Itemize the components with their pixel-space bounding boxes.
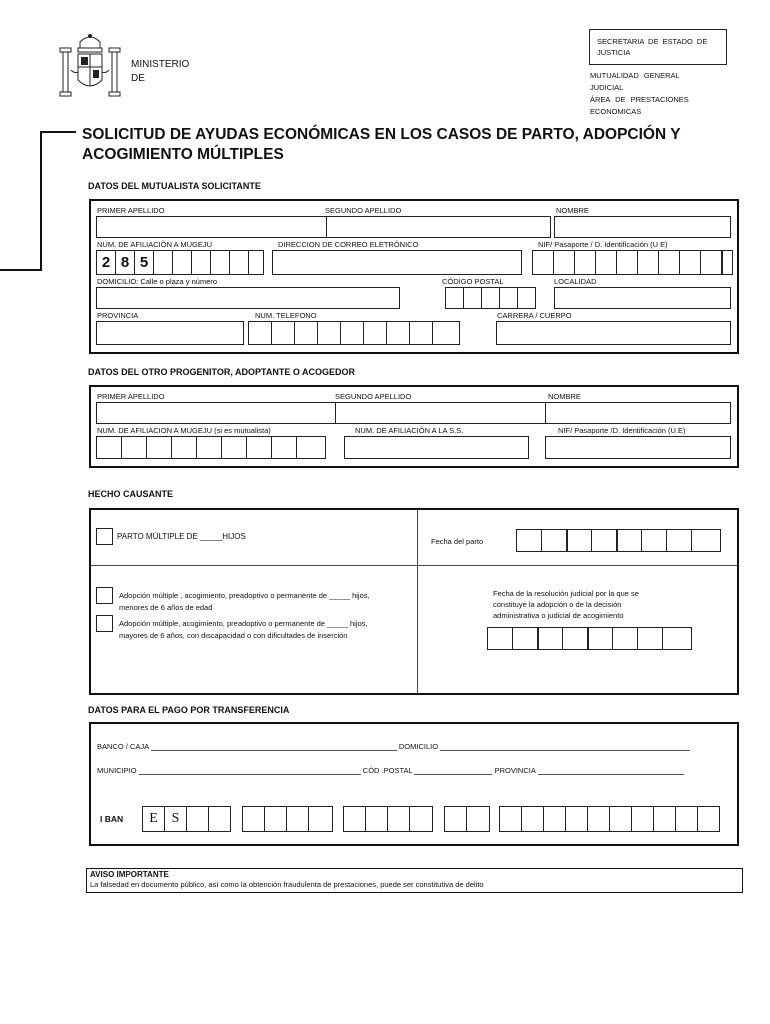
adopcion-mayores-checkbox[interactable]	[96, 615, 113, 632]
hecho-divider-horizontal	[91, 565, 737, 566]
iban-char[interactable]	[587, 806, 610, 832]
adopcion-menores-label: Adopción múltiple , acogimiento, preadoptivo o permanente de _____ hijos, menores de 6 años de edad	[119, 591, 370, 612]
nif-digit[interactable]	[595, 250, 617, 275]
ministry-name: MINISTERIO DE	[131, 59, 190, 84]
telefono-digit[interactable]	[432, 321, 460, 345]
iban-char[interactable]	[565, 806, 588, 832]
fecha-parto-digit[interactable]	[691, 529, 721, 552]
nombre-field[interactable]	[554, 216, 731, 238]
afiliacion-2-digit[interactable]	[296, 436, 326, 459]
afiliacion-digit[interactable]	[229, 250, 249, 275]
fecha-parto-digit[interactable]	[591, 529, 617, 552]
iban-char[interactable]	[242, 806, 265, 832]
page-title: SOLICITUD DE AYUDAS ECONÓMICAS EN LOS CASOS DE PARTO, ADOPCIÓN Y ACOGIMIENTO MÚLTIPLES	[82, 126, 681, 163]
cod-postal-pago-field[interactable]	[414, 765, 492, 775]
aviso-title: AVISO IMPORTANTE	[90, 870, 169, 879]
codigo-postal-digit[interactable]	[481, 287, 500, 309]
nif-digit[interactable]	[574, 250, 596, 275]
iban-char[interactable]	[286, 806, 309, 832]
label-nombre: NOMBRE	[556, 206, 589, 215]
municipio-row: MUNICIPIO CÓD .POSTAL PROVINCIA	[97, 765, 684, 775]
primer-apellido-2-field[interactable]	[96, 402, 336, 424]
iban-char[interactable]	[609, 806, 632, 832]
nif-digit[interactable]	[658, 250, 680, 275]
telefono-digit[interactable]	[409, 321, 433, 345]
label-correo: DIRECCION DE CORREO ELETRÓNICO	[278, 240, 419, 249]
telefono-digit[interactable]	[317, 321, 341, 345]
aviso-box	[86, 868, 743, 893]
label-nombre-2: NOMBRE	[548, 392, 581, 401]
label-primer-apellido-2: PRIMER APELLIDO	[97, 392, 165, 401]
iban-char[interactable]	[264, 806, 287, 832]
afiliacion-digit[interactable]: 5	[134, 250, 154, 275]
codigo-postal-digit[interactable]	[463, 287, 482, 309]
iban-char[interactable]	[499, 806, 522, 832]
banco-row: BANCO / CAJA DOMICILIO	[97, 741, 690, 751]
label-telefono: NUM. TELEFONO	[255, 311, 317, 320]
telefono-digit[interactable]	[363, 321, 387, 345]
nif-2-field[interactable]	[545, 436, 731, 459]
nombre-2-field[interactable]	[545, 402, 731, 424]
section-hecho-heading: HECHO CAUSANTE	[88, 489, 174, 499]
iban-char[interactable]	[631, 806, 654, 832]
parto-checkbox[interactable]	[96, 528, 113, 545]
iban-char[interactable]	[186, 806, 209, 832]
correo-field[interactable]	[272, 250, 522, 275]
fecha-parto-label: Fecha del parto	[431, 537, 484, 546]
agency-box: SECRETARIA DE ESTADO DE JUSTICIA	[589, 29, 727, 65]
fecha-parto-digit[interactable]	[616, 529, 642, 552]
label-domicilio: DOMICILIO: Calle o plaza y número	[97, 277, 218, 286]
afiliacion-digit[interactable]: 8	[115, 250, 135, 275]
afiliacion-digit[interactable]	[191, 250, 211, 275]
iban-char[interactable]	[308, 806, 333, 832]
afiliacion-digit[interactable]	[210, 250, 230, 275]
banco-field[interactable]	[151, 741, 397, 751]
afiliacion-2-digit[interactable]	[246, 436, 272, 459]
section-pago-heading: DATOS PARA EL PAGO POR TRANSFERENCIA	[88, 705, 290, 715]
iban-label: I BAN	[100, 814, 124, 824]
iban-char[interactable]	[466, 806, 490, 832]
nif-digit[interactable]	[616, 250, 638, 275]
nif-digit[interactable]	[679, 250, 701, 275]
afiliacion-2-digit[interactable]	[146, 436, 172, 459]
iban-char[interactable]	[409, 806, 433, 832]
num-ss-field[interactable]	[344, 436, 529, 459]
fecha-resolucion-digit[interactable]	[662, 627, 692, 650]
afiliacion-2-digit[interactable]	[221, 436, 247, 459]
afiliacion-digit[interactable]	[248, 250, 264, 275]
fecha-resolucion-digit[interactable]	[512, 627, 538, 650]
telefono-digit[interactable]	[294, 321, 318, 345]
afiliacion-digit[interactable]	[153, 250, 173, 275]
label-codigo-postal: CÓDIGO POSTAL	[442, 277, 504, 286]
iban-char[interactable]	[444, 806, 467, 832]
fecha-parto-digit[interactable]	[541, 529, 567, 552]
fecha-parto-digit[interactable]	[566, 529, 592, 552]
fecha-resolucion-digit[interactable]	[637, 627, 663, 650]
fecha-resolucion-digit[interactable]	[562, 627, 588, 650]
nif-digit[interactable]	[700, 250, 722, 275]
afiliacion-digit[interactable]: 2	[96, 250, 116, 275]
segundo-apellido-2-field[interactable]	[335, 402, 546, 424]
iban-char[interactable]	[697, 806, 720, 832]
iban-char[interactable]	[208, 806, 231, 832]
label-primer-apellido: PRIMER APELLIDO	[97, 206, 165, 215]
iban-char[interactable]	[343, 806, 366, 832]
agency-info: MUTUALIDAD GENERAL JUDICIAL ÁREA DE PRESTACIONES ECONOMICAS	[590, 71, 689, 116]
iban-char[interactable]	[675, 806, 698, 832]
section-progenitor-heading: DATOS DEL OTRO PROGENITOR, ADOPTANTE O ACOGEDOR	[88, 367, 356, 377]
telefono-digit[interactable]	[386, 321, 410, 345]
parto-label: PARTO MÚLTIPLE DE _____HIJOS	[117, 532, 246, 541]
adopcion-mayores-label: Adopción múltiple, acogimiento, preadoptivo o permanente de _____ hijos, mayores de 6 años, con discapacidad o con dificultades de inserción	[119, 619, 368, 640]
localidad-field[interactable]	[554, 287, 731, 309]
iban-char[interactable]: S	[164, 806, 187, 832]
telefono-digit[interactable]	[271, 321, 295, 345]
fecha-resolucion-digit[interactable]	[487, 627, 513, 650]
label-provincia: PROVINCIA	[97, 311, 139, 320]
iban-char[interactable]	[543, 806, 566, 832]
segundo-apellido-field[interactable]	[326, 216, 551, 238]
iban-char[interactable]	[653, 806, 676, 832]
codigo-postal-digit[interactable]	[499, 287, 518, 309]
telefono-digit[interactable]	[248, 321, 272, 345]
label-nif-2: NIF/ Pasaporte /D. Identificación (U.E)	[558, 426, 686, 435]
codigo-postal-digit[interactable]	[517, 287, 536, 309]
fecha-parto-digit[interactable]	[641, 529, 667, 552]
afiliacion-2-digit[interactable]	[171, 436, 197, 459]
iban-char[interactable]	[387, 806, 410, 832]
afiliacion-2-digit[interactable]	[96, 436, 122, 459]
carrera-field[interactable]	[496, 321, 731, 345]
fecha-parto-digit[interactable]	[666, 529, 692, 552]
label-segundo-apellido: SEGUNDO APELLIDO	[325, 206, 402, 215]
fecha-resolucion-digit[interactable]	[612, 627, 638, 650]
label-segundo-apellido-2: SEGUNDO APELLIDO	[335, 392, 412, 401]
municipio-field[interactable]	[139, 765, 361, 775]
iban-char[interactable]	[521, 806, 544, 832]
provincia-pago-field[interactable]	[538, 765, 684, 775]
afiliacion-digit[interactable]	[172, 250, 192, 275]
label-nif: NIF/ Pasaporte / D. Identificación (U E)	[538, 240, 668, 249]
adopcion-menores-checkbox[interactable]	[96, 587, 113, 604]
telefono-digit[interactable]	[340, 321, 364, 345]
afiliacion-2-digit[interactable]	[196, 436, 222, 459]
hecho-divider-vertical	[417, 510, 418, 693]
nif-digit[interactable]	[721, 250, 733, 275]
label-carrera: CARRERA / CUERPO	[497, 311, 572, 320]
label-num-ss: NUM. DE AFILIACIÓN A LA S.S.	[355, 426, 464, 435]
resolucion-label: Fecha de la resolución judicial por la que se constituye la adopción o de la decisión administrativa o judicial de acogimiento	[493, 589, 639, 620]
afiliacion-2-digit[interactable]	[271, 436, 297, 459]
fecha-parto-digit[interactable]	[516, 529, 542, 552]
provincia-field[interactable]	[96, 321, 244, 345]
nif-digit[interactable]	[637, 250, 659, 275]
coat-of-arms-icon	[55, 30, 125, 102]
label-localidad: LOCALIDAD	[554, 277, 597, 286]
afiliacion-2-digit[interactable]	[121, 436, 147, 459]
section-solicitante-heading: DATOS DEL MUTUALISTA SOLICITANTE	[88, 181, 261, 191]
label-num-afiliacion: NUM. DE AFILIACIÓN A MUGEJU	[97, 240, 213, 249]
left-bracket	[0, 131, 42, 271]
nif-digit[interactable]	[532, 250, 554, 275]
primer-apellido-field[interactable]	[96, 216, 327, 238]
iban-char[interactable]: E	[142, 806, 165, 832]
label-afiliacion-2: NUM. DE AFILIACION A MUGEJU (si es mutualista)	[97, 426, 271, 435]
fecha-resolucion-digit[interactable]	[537, 627, 563, 650]
aviso-text: La falsedad en documento público, así como la obtención fraudulenta de prestaciones, puede ser constitutiva de delito	[90, 880, 484, 889]
domicilio-pago-field[interactable]	[440, 741, 690, 751]
fecha-resolucion-digit[interactable]	[587, 627, 613, 650]
domicilio-field[interactable]	[96, 287, 400, 309]
iban-char[interactable]	[365, 806, 388, 832]
nif-digit[interactable]	[553, 250, 575, 275]
codigo-postal-digit[interactable]	[445, 287, 464, 309]
